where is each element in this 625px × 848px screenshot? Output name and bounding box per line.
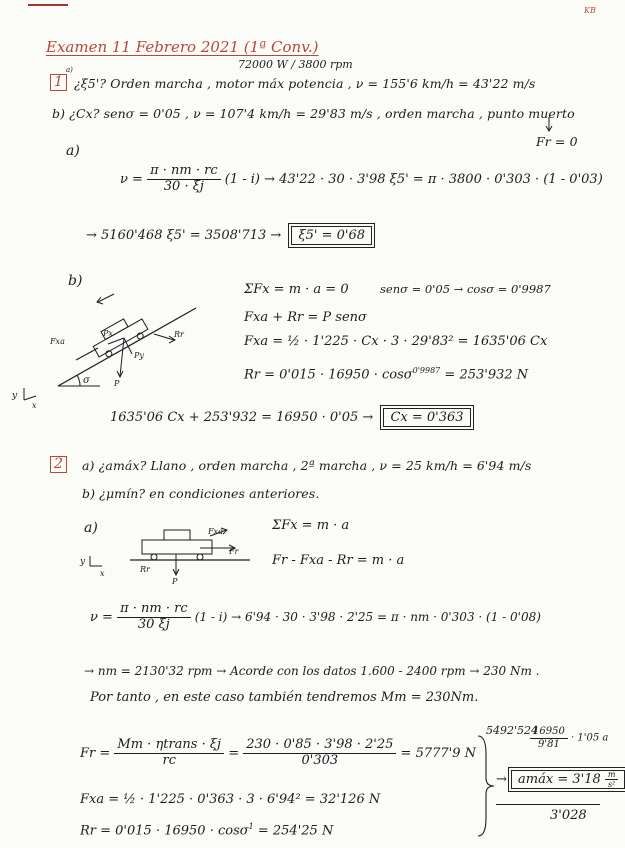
fr-label: Fr xyxy=(229,547,239,556)
arrow-down-icon xyxy=(544,117,554,133)
p2-line-b: b) ¿μmín? en condiciones anteriores. xyxy=(82,486,320,501)
p1-formula xyxy=(120,164,603,195)
header-rule xyxy=(28,4,68,6)
p2-rr-line xyxy=(80,822,333,838)
rr-label: Rr xyxy=(140,565,150,574)
vehicle-cab xyxy=(164,530,190,540)
p1-sub-a-marker: a) xyxy=(66,66,73,74)
problem-1-number: 1 xyxy=(50,74,67,91)
fxa-label: Fxa xyxy=(208,527,223,536)
wheel-rear xyxy=(105,350,113,358)
p2-formula-lhs: ν = xyxy=(90,609,113,625)
p2-formula-rest: (1 - i) → 6'94 · 30 · 3'98 · 2'25 = π · nm · 0'303 · (1 - 0'08) xyxy=(194,609,541,624)
p1-eq4 xyxy=(244,366,528,382)
p2-formula-num: π · nm · rc xyxy=(117,602,191,618)
p1-result-text: → 5160'468 ξ5' = 3508'713 → xyxy=(86,228,282,243)
px-label: Px xyxy=(103,329,113,338)
weight-label: P xyxy=(172,577,178,586)
p1-result-line xyxy=(86,228,372,243)
p2-amax-arrow: → xyxy=(496,772,512,788)
p1-a-label: a) xyxy=(66,143,80,159)
p2-eq1: ΣFx = m · a xyxy=(272,518,350,533)
py-label: Py xyxy=(134,351,144,360)
p2-nm-line: → nm = 2130'32 rpm → Acorde con los datos 1.600 - 2400 rpm → 230 Nm . xyxy=(84,664,540,678)
p1-above-note: 72000 W / 3800 rpm xyxy=(238,58,353,71)
p1-b-label: b) xyxy=(68,273,83,289)
p2-formula xyxy=(90,602,541,633)
p2-fr-line xyxy=(80,738,476,769)
p2-a-label: a) xyxy=(84,520,98,536)
incline-diagram xyxy=(12,282,218,412)
p2-side-bottom: 3'028 xyxy=(550,808,587,823)
p1-result-box: ξ5' = 0'68 xyxy=(291,226,372,245)
p2-fr-result: = 5777'9 N xyxy=(400,745,477,761)
p2-amax-label: amáx = xyxy=(518,772,569,788)
weight-label: P xyxy=(114,379,120,388)
p2-rr-sup: 1 xyxy=(248,822,254,831)
wheel-front xyxy=(197,554,203,560)
p2-fr-den1: rc xyxy=(162,752,176,768)
p2-amax-unit xyxy=(605,770,619,789)
p1-eq1: ΣFx = m · a = 0 xyxy=(244,282,349,297)
angle-label: σ xyxy=(83,375,90,386)
fxa-label: Fxa xyxy=(50,337,65,346)
p2-side-num: 16950 xyxy=(530,726,568,739)
p1-eq4-post: = 253'932 N xyxy=(444,367,529,383)
p2-line-a: a) ¿amáx? Llano , orden marcha , 2ª marcha , ν = 25 km/h = 6'94 m/s xyxy=(82,458,532,473)
p2-side-top: 5492'524 xyxy=(486,724,539,737)
brace xyxy=(476,734,496,838)
p2-formula-fraction xyxy=(117,602,191,633)
p1-eq3: Fxa = ½ · 1'225 · Cx · 3 · 29'83² = 1635'06 Cx xyxy=(244,334,548,349)
p1-final-line xyxy=(110,410,471,425)
axis-y-label: y xyxy=(12,391,18,401)
p2-side-fraction xyxy=(530,726,568,750)
wheel-front xyxy=(136,332,144,340)
p2-amax-result xyxy=(511,770,625,789)
problem-2-number: 2 xyxy=(50,456,67,473)
axis-x-arrow xyxy=(24,396,36,400)
p2-fr-fraction-1 xyxy=(114,738,224,769)
p1-formula-num: π · nm · rc xyxy=(147,164,221,180)
p2-side-rule xyxy=(496,804,600,805)
p2-side-den: 9'81 xyxy=(537,738,560,750)
wheel-rear xyxy=(151,554,157,560)
p1-line-a: ¿ξ5'? Orden marcha , motor máx potencia , ν = 155'6 km/h = 43'22 m/s xyxy=(74,76,536,91)
incline-surface xyxy=(58,308,196,386)
axis-x-label: x xyxy=(32,401,37,410)
p1-formula-den: 30 · ξj xyxy=(163,178,204,194)
p2-fr-num2: 230 · 0'85 · 3'98 · 2'25 xyxy=(243,738,396,754)
p1-final-box: Cx = 0'363 xyxy=(383,408,470,427)
p2-formula-den: 30 ξj xyxy=(137,616,170,632)
p1-eq1-side: senσ = 0'05 → cosσ = 0'9987 xyxy=(380,282,551,296)
angle-arc xyxy=(77,375,80,386)
p1-eq4-pre: Rr = 0'015 · 16950 · cosσ xyxy=(244,367,413,383)
p1-fr-zero: Fr = 0 xyxy=(536,134,578,149)
p2-side-tail: · 1'05 a xyxy=(571,732,609,744)
p1-formula-fraction xyxy=(147,164,221,195)
p2-amax-box xyxy=(496,770,625,789)
axis-x-label: x xyxy=(100,569,105,578)
exam-title: Examen 11 Febrero 2021 (1ª Conv.) xyxy=(46,38,319,56)
p2-fr-den2: 0'303 xyxy=(301,752,339,768)
p2-side-term xyxy=(530,726,608,750)
p1-formula-lhs: ν = xyxy=(120,171,143,187)
p2-amax-value: 3'18 xyxy=(572,772,601,788)
p2-fr-fraction-2 xyxy=(243,738,396,769)
p1-eq4-sup: 0'9987 xyxy=(412,366,441,375)
p2-fr-equals: = xyxy=(228,745,244,761)
p2-fr-lhs: Fr = xyxy=(80,745,111,761)
p2-fxa-line: Fxa = ½ · 1'225 · 0'363 · 3 · 6'94² = 32'126 N xyxy=(80,792,381,807)
page-mark: KB xyxy=(584,6,596,15)
p1-eq2: Fxa + Rr = P senσ xyxy=(244,310,367,325)
rr-label: Rr xyxy=(174,330,184,339)
p2-rr-post: = 254'25 N xyxy=(257,823,334,839)
p2-amax-unit-num: m xyxy=(605,770,619,780)
p2-eq2: Fr - Fxa - Rr = m · a xyxy=(272,553,405,568)
p2-tanto-line: Por tanto , en este caso también tendremos Mm = 230Nm. xyxy=(90,690,479,705)
p2-fr-num1: Mm · ηtrans · ξj xyxy=(114,738,224,754)
p2-rr-pre: Rr = 0'015 · 16950 · cosσ xyxy=(80,823,249,839)
p1-final-text: 1635'06 Cx + 253'932 = 16950 · 0'05 → xyxy=(110,410,374,425)
flat-diagram xyxy=(80,524,240,584)
p2-amax-unit-den: s² xyxy=(608,780,616,790)
p1-line-b: b) ¿Cx? senσ = 0'05 , ν = 107'4 km/h = 29'83 m/s , orden marcha , punto muerto xyxy=(52,106,575,121)
fxa-vector xyxy=(76,348,98,360)
px-vector xyxy=(108,338,124,344)
vehicle-body xyxy=(142,540,212,554)
axis-y-label: y xyxy=(80,557,86,567)
p1-formula-rest: (1 - i) → 43'22 · 30 · 3'98 ξ5' = π · 3800 · 0'303 · (1 - 0'03) xyxy=(224,171,603,187)
